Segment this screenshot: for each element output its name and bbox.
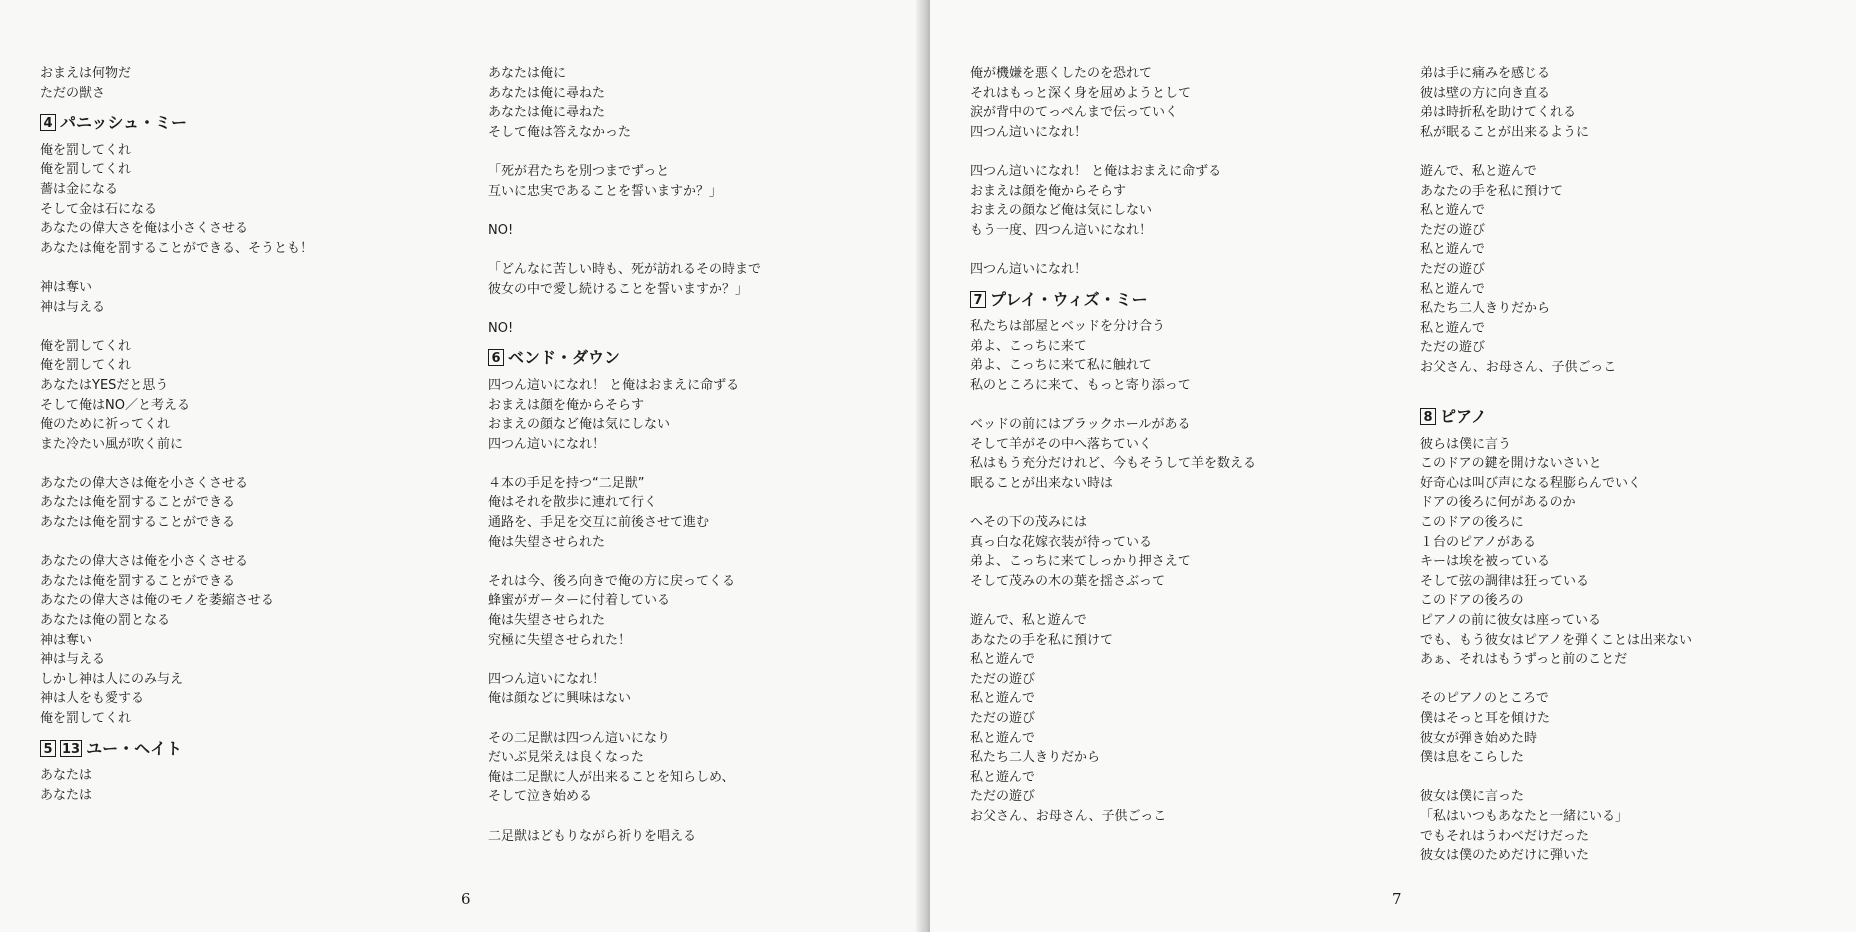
lyric-line: 真っ白な花嫁衣装が待っている <box>970 534 1153 550</box>
track-heading <box>1420 407 1692 427</box>
lyric-line: 遊んで、私と遊んで <box>1420 163 1537 179</box>
lyric-line: 俺はそれを散歩に連れて行く <box>488 495 658 511</box>
stanza-gap <box>488 807 761 827</box>
lyric-line: 神は人をも愛する <box>40 691 145 707</box>
lyric-line: おまえは顔を俺からそらす <box>970 183 1127 199</box>
lyric-line: あなたは俺に尋ねた <box>488 85 606 101</box>
lyric-line: あなたの偉大さは俺を小さくさせる <box>40 554 249 570</box>
lyric-line: 私と遊んで <box>970 730 1036 746</box>
stanza-gap <box>488 552 761 572</box>
lyric-line: へその下の茂みには <box>970 515 1088 531</box>
lyric-line: 私と遊んで <box>970 769 1036 785</box>
lyrics-column-4 <box>1420 64 1692 866</box>
track-heading <box>488 348 761 368</box>
lyric-line: あなたは俺を罰することができる <box>40 495 236 511</box>
page-number-right: 7 <box>1392 890 1402 908</box>
stanza-gap <box>40 258 313 278</box>
stanza-gap <box>40 317 313 337</box>
lyric-line: 私はもう充分だけれど、今もそうして羊を数える <box>970 456 1257 472</box>
lyric-line: 俺は顔などに興味はない <box>488 691 632 707</box>
lyric-line: 神は与える <box>40 299 106 315</box>
lyric-line: 薔は金になる <box>40 181 119 197</box>
stanza-gap <box>488 454 761 474</box>
track-title: パニッシュ・ミー <box>60 113 188 133</box>
lyric-line: そのピアノのところで <box>1420 691 1549 707</box>
lyric-line: 俺は失望させられた <box>488 613 606 629</box>
lyric-line: ただの遊び <box>1420 261 1486 277</box>
lyric-line: そして俺はNO／と考える <box>40 397 190 413</box>
stanza-gap <box>1420 768 1692 788</box>
lyric-line: 「死が君たちを別つまでずっと <box>488 163 670 179</box>
track-title: ユー・ヘイト <box>86 738 183 758</box>
track-number-badge: 8 <box>1420 408 1436 425</box>
lyric-line: おまえの顔など俺は気にしない <box>488 417 671 433</box>
lyric-line: 弟は手に痛みを感じる <box>1420 66 1551 81</box>
lyric-line: 俺を罰してくれ <box>40 142 132 158</box>
lyric-line: 四つん這いになれ！ <box>488 436 606 452</box>
stanza-gap <box>488 709 761 729</box>
lyric-line: 神は奪い <box>40 279 93 295</box>
lyric-line: あなたは俺に <box>488 66 567 81</box>
lyric-line: このドアの後ろに <box>1420 515 1524 531</box>
stanza-gap <box>40 454 313 474</box>
lyric-line: 神は奪い <box>40 632 93 648</box>
lyric-line: あなたは <box>40 787 93 803</box>
lyric-line: その二足獣は四つん這いになり <box>488 730 671 746</box>
lyric-line: 弟よ、こっちに来て <box>970 338 1087 354</box>
lyric-line: 俺を罰してくれ <box>40 338 132 354</box>
lyric-line: ただの遊び <box>1420 340 1486 356</box>
lyric-line: 「私はいつもあなたと一緒にいる」 <box>1420 808 1629 824</box>
stanza-gap <box>1420 142 1692 162</box>
lyric-line: そして泣き始める <box>488 789 593 805</box>
stanza-gap <box>970 396 1256 416</box>
lyric-line: もう一度、四つん這いになれ！ <box>970 222 1153 238</box>
lyric-line: あなたは俺に尋ねた <box>488 105 606 121</box>
lyric-line: 眠ることが出来ない時は <box>970 475 1114 491</box>
lyric-line: 究極に失望させられた！ <box>488 632 632 648</box>
lyric-line: そして金は石になる <box>40 201 158 217</box>
lyric-line: あなたの偉大さは俺を小さくさせる <box>40 475 249 491</box>
lyric-line: あなたの偉大さは俺のモノを萎縮させる <box>40 593 274 609</box>
lyric-line: 彼女が弾き始めた時 <box>1420 730 1538 746</box>
lyric-line: 俺は失望させられた <box>488 534 606 550</box>
lyric-line: 俺を罰してくれ <box>40 162 132 178</box>
lyric-line: 私と遊んで <box>1420 242 1486 258</box>
stanza-gap <box>1420 378 1692 398</box>
lyric-line: 私と遊んで <box>1420 320 1486 336</box>
lyric-line: 弟よ、こっちに来てしっかり押さえて <box>970 554 1191 570</box>
lyric-line: ただの遊び <box>970 671 1036 687</box>
lyric-line: 私と遊んで <box>1420 281 1486 297</box>
lyric-line: 遊んで、私と遊んで <box>970 613 1087 629</box>
lyric-line: 俺は二足獣に人が出来ることを知らしめ、 <box>488 769 735 785</box>
lyric-line: でも、もう彼女はピアノを弾くことは出来ない <box>1420 632 1692 648</box>
lyric-line: このドアの後ろの <box>1420 593 1524 609</box>
lyric-line: 涙が背中のてっぺんまで伝っていく <box>970 105 1179 121</box>
track-title: ピアノ <box>1440 407 1487 427</box>
lyric-line: お父さん、お母さん、子供ごっこ <box>970 808 1167 824</box>
stanza-gap <box>488 650 761 670</box>
left-page <box>0 0 926 932</box>
lyric-line: あなたは俺の罰となる <box>40 613 171 629</box>
lyric-line: あなたは俺を罰することができる、そうとも！ <box>40 240 314 256</box>
lyrics-column-2 <box>488 64 761 846</box>
page-number-left: 6 <box>461 890 471 908</box>
lyric-line: そして茂みの木の葉を揺さぶって <box>970 573 1166 589</box>
lyric-line: しかし神は人にのみ与え <box>40 671 184 687</box>
lyric-line: 彼は壁の方に向き直る <box>1420 85 1551 101</box>
lyric-line: 好奇心は叫び声になる程膨らんでいく <box>1420 475 1642 491</box>
lyric-line: 彼女は僕のためだけに弾いた <box>1420 848 1590 864</box>
lyric-line: あなたはYESだと思う <box>40 377 169 393</box>
lyric-line: 私のところに来て、もっと寄り添って <box>970 377 1191 393</box>
lyric-line: 俺が機嫌を悪くしたのを恐れて <box>970 66 1153 81</box>
lyric-line: 蜂蜜がガーターに付着している <box>488 593 671 609</box>
lyric-line: あなたの手を私に預けて <box>970 632 1114 648</box>
lyric-line: ベッドの前にはブラックホールがある <box>970 417 1191 433</box>
stanza-gap <box>488 201 761 221</box>
lyric-line: 彼女は僕に言った <box>1420 789 1525 805</box>
lyric-line: 四つん這いになれ！ と俺はおまえに命ずる <box>488 377 740 393</box>
lyric-line: NO! <box>488 320 514 336</box>
lyric-line: 私たち二人きりだから <box>970 750 1101 766</box>
lyric-line: 彼女の中で愛し続けることを誓いますか？」 <box>488 281 749 297</box>
lyric-line: あなたは俺を罰することができる <box>40 573 236 589</box>
lyric-line: ４本の手足を持つ“二足獣” <box>488 475 645 491</box>
stanza-gap <box>488 142 761 162</box>
lyric-line: だいぶ見栄えは良くなった <box>488 750 645 766</box>
lyric-line: 通路を、手足を交互に前後させて進む <box>488 515 710 531</box>
lyric-line: 僕はそっと耳を傾けた <box>1420 711 1551 726</box>
track-number-badge: 4 <box>40 114 56 131</box>
stanza-gap <box>488 299 761 319</box>
track-number-badge: 6 <box>488 349 504 366</box>
stanza-gap <box>970 493 1256 513</box>
lyric-line: 私たちは部屋とベッドを分け合う <box>970 319 1166 335</box>
lyrics-column-1 <box>40 64 313 805</box>
lyric-line: そして弦の調律は狂っている <box>1420 573 1590 589</box>
track-title: ベンド・ダウン <box>508 348 621 368</box>
lyric-line: 「どんなに苦しい時も、死が訪れるその時まで <box>488 261 762 277</box>
lyric-line: 私が眠ることが出来るように <box>1420 124 1590 140</box>
lyric-line: 四つん這いになれ！ <box>488 671 606 687</box>
lyric-line: 二足獣はどもりながら祈りを唱える <box>488 828 697 844</box>
lyric-line: 弟は時折私を助けてくれる <box>1420 105 1577 121</box>
lyric-line: １台のピアノがある <box>1420 534 1536 550</box>
lyric-line: ただの獣さ <box>40 85 106 101</box>
lyric-line: それは今、後ろ向きで俺の方に戻ってくる <box>488 573 736 589</box>
lyric-line: でもそれはうわべだけだった <box>1420 828 1590 844</box>
stanza-gap <box>488 240 761 260</box>
track-number-badge: 7 <box>970 291 986 308</box>
lyric-line: 僕は息をこらした <box>1420 750 1525 766</box>
lyrics-column-3 <box>970 64 1256 827</box>
lyric-line: 私と遊んで <box>970 691 1036 707</box>
lyric-line: 私たち二人きりだから <box>1420 301 1551 317</box>
stanza-gap <box>970 591 1256 611</box>
stanza-gap <box>40 533 313 553</box>
track-heading <box>40 113 313 133</box>
lyric-line: あなたは <box>40 768 93 784</box>
track-heading <box>40 739 313 759</box>
lyric-line: 俺を罰してくれ <box>40 711 132 726</box>
lyric-line: 俺を罰してくれ <box>40 358 132 374</box>
lyric-line: また冷たい風が吹く前に <box>40 436 184 452</box>
lyric-line: それはもっと深く身を屈めようとして <box>970 85 1192 101</box>
lyric-line: このドアの鍵を開けないさいと <box>1420 456 1602 472</box>
lyric-line: 神は与える <box>40 652 106 668</box>
lyric-line: 私と遊んで <box>1420 203 1486 219</box>
lyric-line: あなたは俺を罰することができる <box>40 515 236 531</box>
track-heading <box>970 290 1256 310</box>
stanza-gap <box>970 142 1256 162</box>
track-number-badge: 13 <box>62 741 81 757</box>
lyric-line: ただの遊び <box>970 789 1036 805</box>
lyric-line: ピアノの前に彼女は座っている <box>1420 613 1601 629</box>
lyric-line: ただの遊び <box>970 711 1036 726</box>
lyric-line: 互いに忠実であることを誓いますか？」 <box>488 183 723 199</box>
lyric-line: あなたの偉大さを俺は小さくさせる <box>40 221 249 237</box>
lyric-line: 弟よ、こっちに来て私に触れて <box>970 358 1152 374</box>
lyric-line: 彼らは僕に言う <box>1420 436 1512 452</box>
stanza-gap <box>970 240 1256 260</box>
lyric-line: 四つん這いになれ！ と俺はおまえに命ずる <box>970 163 1222 179</box>
bleed-through-text <box>360 66 470 126</box>
lyric-line: 四つん這いになれ！ <box>970 261 1088 277</box>
lyric-line: そして俺は答えなかった <box>488 124 632 140</box>
lyric-line: おまえは顔を俺からそらす <box>488 397 645 413</box>
lyric-line: おまえは何物だ <box>40 66 132 81</box>
lyric-line: お父さん、お母さん、子供ごっこ <box>1420 359 1617 375</box>
lyric-line: あぁ、それはもうずっと前のことだ <box>1420 652 1628 668</box>
lyric-line: キーは埃を被っている <box>1420 554 1551 570</box>
lyric-line: 私と遊んで <box>970 652 1036 668</box>
lyric-line: あなたの手を私に預けて <box>1420 183 1564 199</box>
lyric-line: ただの遊び <box>1420 222 1486 238</box>
lyric-line: 四つん這いになれ！ <box>970 124 1088 140</box>
track-number-badge: 5 <box>40 740 56 757</box>
lyric-line: NO! <box>488 222 514 238</box>
lyric-line: ドアの後ろに何があるのか <box>1420 495 1576 511</box>
lyric-line: そして羊がその中へ落ちていく <box>970 436 1152 452</box>
right-page <box>930 0 1856 932</box>
stanza-gap <box>1420 670 1692 690</box>
lyric-line: 俺のために祈ってくれ <box>40 417 171 433</box>
lyric-line: おまえの顔など俺は気にしない <box>970 203 1153 219</box>
track-title: プレイ・ウィズ・ミー <box>990 289 1148 309</box>
